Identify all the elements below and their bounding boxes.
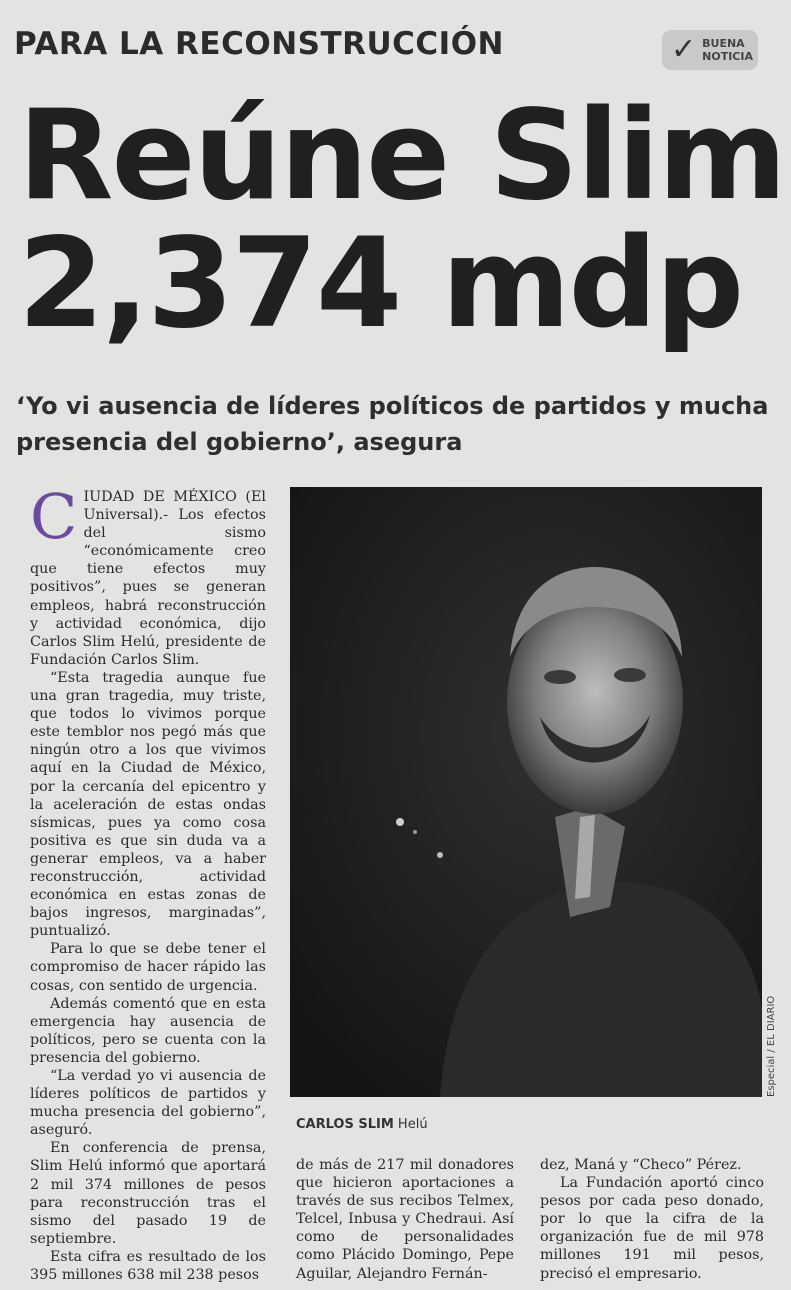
article-column-2 [296, 1156, 514, 1283]
caption-name: CARLOS SLIM [296, 1117, 394, 1132]
photo-caption [296, 1117, 428, 1132]
drop-cap: C [30, 480, 78, 553]
article-photo [290, 487, 762, 1097]
subheadline: ‘Yo vi ausencia de líderes políticos de partidos y mucha presencia del gobierno’, asegura [16, 392, 769, 456]
paragraph-2: “Esta tragedia aunque fue una gran tragedia, muy triste, que todos lo vivimos porque este temblor nos pegó más que ningún otro a los que vivimos aquí en la Ciudad de México, por la cercanía del epicentro y la aceleración de estas ondas sísmicas, pues ya como cosa positiva es que sin duda va a generar empleos, va a haber reconstrucción, actividad económica en estas zonas de bajos ingresos, marginadas”, puntualizó. [30, 669, 266, 940]
paragraph-6: En conferencia de prensa, Slim Helú informó que aportará 2 mil 374 millones de pesos para reconstrucción tras el sismo del pasado 19 de septiembre. [30, 1140, 266, 1247]
paragraph-8: de más de 217 mil donadores que hicieron aportaciones a través de sus recibos Telmex, Telcel, Inbusa y Chedraui. Así como de personalidades como Plácido Domingo, Pepe Aguilar, Alejandro Fernán- [296, 1157, 514, 1282]
paragraph-4: Además comentó que en esta emergencia hay ausencia de políticos, pero se cuenta con la presencia del gobierno. [30, 995, 266, 1066]
headline-line-1: Reúne Slim [18, 84, 785, 228]
checkmark-icon: ✓ [671, 32, 697, 67]
headline [18, 84, 785, 356]
badge-line-1: BUENA [702, 37, 745, 50]
badge-label [702, 37, 753, 63]
paragraph-7: Esta cifra es resultado de los 395 millones 638 mil 238 pesos [30, 1248, 266, 1284]
badge-line-2: NOTICIA [702, 50, 753, 63]
paragraph-3: Para lo que se debe tener el compromiso de hacer rápido las cosas, con sentido de urgencia. [30, 941, 266, 994]
photo-credit: Especial / EL DIARIO [766, 995, 777, 1097]
headline-line-2: 2,374 mdp [18, 212, 743, 356]
paragraph-9: dez, Maná y “Checo” Pérez. [540, 1157, 742, 1173]
portrait-illustration [290, 487, 762, 1097]
caption-rest: Helú [393, 1117, 428, 1132]
article-column-1 [30, 480, 266, 1284]
good-news-badge [662, 30, 758, 70]
paragraph-5: “La verdad yo vi ausencia de líderes políticos de partidos y mucha presencia del gobierno”, aseguró. [30, 1068, 266, 1139]
section-kicker: PARA LA RECONSTRUCCIÓN [14, 26, 505, 62]
article-column-3 [540, 1156, 764, 1283]
paragraph-1: IUDAD DE MÉXICO (El Universal).- Los efectos del sismo “económicamente creo que tiene efectos muy positivos”, pues se generan empleos, habrá reconstrucción y actividad económica, dijo Carlos Slim Helú, presidente de Fundación Carlos Slim. [30, 489, 266, 668]
lead-paragraph [30, 480, 266, 669]
paragraph-10: La Fundación aportó cinco pesos por cada peso donado, por lo que la cifra de la organización fue de mil 978 millones 191 mil pesos, precisó el empresario. [540, 1175, 764, 1282]
